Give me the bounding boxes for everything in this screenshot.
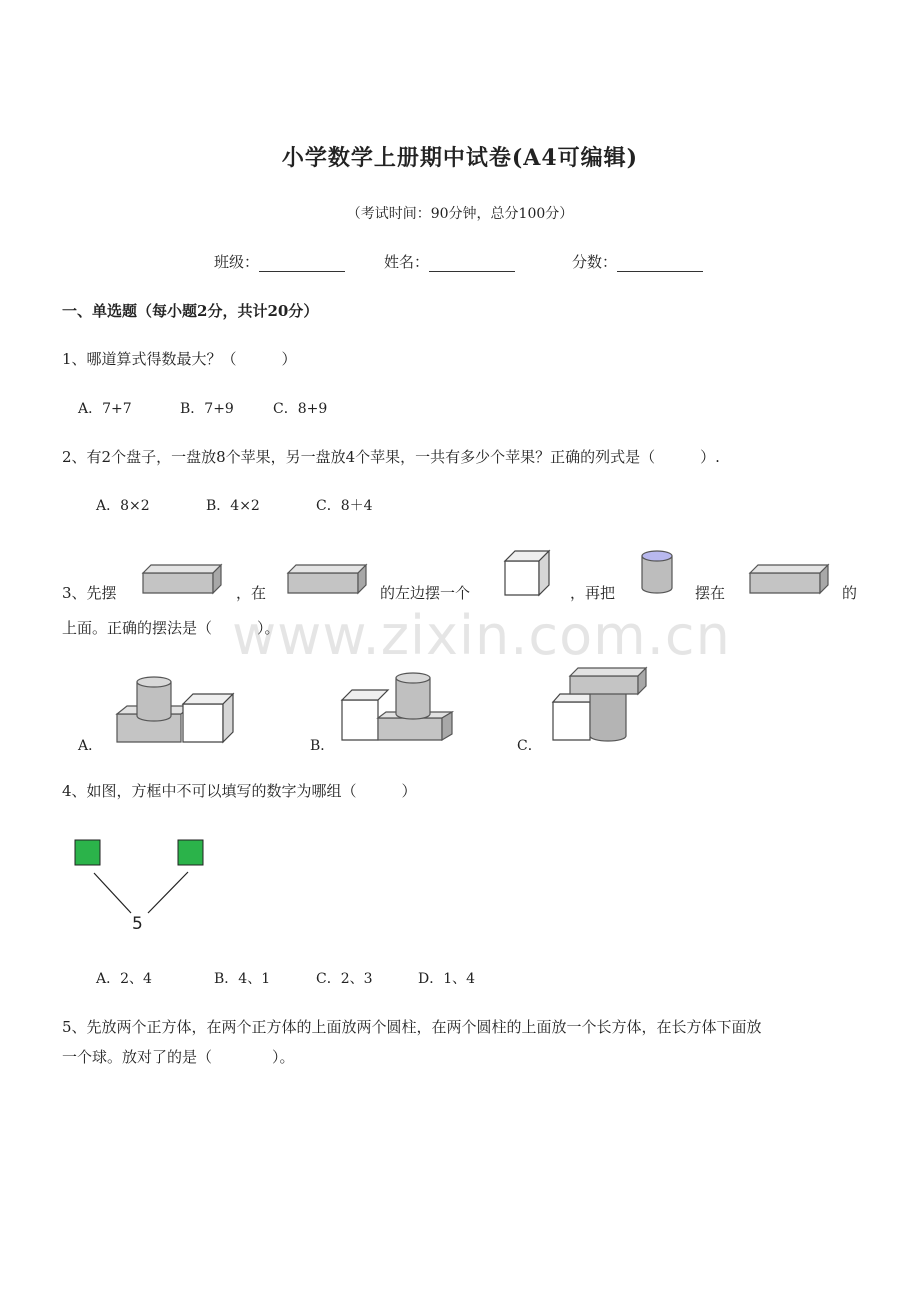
q3-option-c-figure <box>552 666 652 742</box>
cuboid-image-1 <box>143 565 223 595</box>
q2-option-a: A．8×2 <box>96 498 150 514</box>
question-5-line-1: 5、先放两个正方体，在两个正方体的上面放两个圆柱，在两个圆柱的上面放一个长方体，在长方体下面放 <box>62 1018 762 1036</box>
name-field <box>384 251 515 272</box>
score-blank <box>617 255 703 272</box>
q4-option-c: C．2、3 <box>316 971 373 987</box>
cuboid-image-2 <box>288 565 368 595</box>
class-label: 班级： <box>214 253 260 271</box>
q3-text-part-3: 的左边摆一个 <box>380 584 471 602</box>
q3-option-a: A． <box>78 738 103 754</box>
cube-image <box>505 551 551 597</box>
q3-option-a-figure <box>115 676 235 746</box>
q3-text-line-2: 上面。正确的摆法是（ ）。 <box>62 619 280 637</box>
name-label: 姓名： <box>384 253 430 271</box>
q4-option-d: D．1、4 <box>418 971 476 987</box>
score-field <box>572 251 703 272</box>
score-label: 分数： <box>572 253 618 271</box>
question-5-line-2: 一个球。放对了的是（ ）。 <box>62 1048 295 1066</box>
watermark: www.zixin.com.cn <box>232 604 731 667</box>
q4-option-a: A．2、4 <box>96 971 152 987</box>
q1-option-a: A．7+7 <box>78 401 132 417</box>
q3-text-part-5: 摆在 <box>695 584 726 602</box>
q3-text-part-6: 的 <box>842 584 858 602</box>
cuboid-image-3 <box>750 565 830 595</box>
q3-text-part-2: ，在 <box>236 584 267 602</box>
q2-option-c: C．8＋4 <box>316 498 373 514</box>
q4-option-b: B．4、1 <box>214 971 271 987</box>
class-blank <box>259 255 345 272</box>
number-split-diagram <box>74 838 214 938</box>
section-heading: 一、单选题（每小题2分，共计20分） <box>62 302 319 320</box>
question-2: 2、有2个盘子，一盘放8个苹果，另一盘放4个苹果，一共有多少个苹果？正确的列式是（ ）. <box>62 448 720 466</box>
q3-option-b-figure <box>340 672 460 742</box>
class-field <box>214 251 345 272</box>
question-4: 4、如图，方框中不可以填写的数字为哪组（ ） <box>62 782 417 800</box>
q1-option-c: C．8+9 <box>273 401 328 417</box>
cylinder-image <box>640 550 674 596</box>
green-box-left <box>75 840 100 865</box>
q3-text-part-1: 3、先摆 <box>62 584 117 602</box>
q3-option-b: B． <box>310 738 335 754</box>
q3-text-part-4: ，再把 <box>570 584 616 602</box>
q2-option-b: B．4×2 <box>206 498 260 514</box>
number-five: 5 <box>132 914 143 934</box>
green-box-right <box>178 840 203 865</box>
page-title: 小学数学上册期中试卷(A4可编辑) <box>281 145 639 171</box>
exam-subtitle: （考试时间：90分钟，总分100分） <box>346 206 574 222</box>
question-1: 1、哪道算式得数最大？（ ） <box>62 350 297 368</box>
q3-option-c: C． <box>517 738 542 754</box>
name-blank <box>429 255 515 272</box>
q1-option-b: B．7+9 <box>180 401 234 417</box>
